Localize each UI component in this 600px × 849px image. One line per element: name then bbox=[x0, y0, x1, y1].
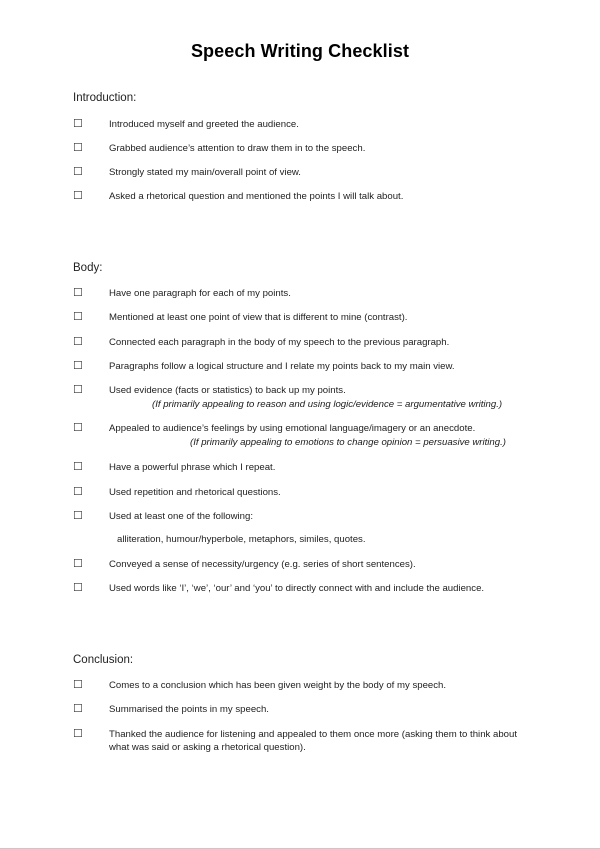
checkbox-icon[interactable]: ☐ bbox=[73, 336, 83, 348]
item-label: Conveyed a sense of necessity/urgency (e.g. series of short sentences). bbox=[109, 559, 416, 570]
item-label: Appealed to audience’s feelings by using emotional language/imagery or an anecdote. bbox=[109, 423, 476, 434]
checkbox-icon[interactable]: ☐ bbox=[73, 728, 83, 740]
checkbox-icon[interactable]: ☐ bbox=[73, 679, 83, 691]
evidence-note: (If primarily appealing to reason and using logic/evidence = argumentative writing.) bbox=[152, 399, 503, 410]
introduction-heading: Introduction: bbox=[73, 92, 137, 104]
checkbox-icon[interactable]: ☐ bbox=[73, 461, 83, 473]
item-label: Grabbed audience’s attention to draw them in to the speech. bbox=[109, 143, 366, 154]
item-label: Have a powerful phrase which I repeat. bbox=[109, 462, 276, 473]
checkbox-icon[interactable]: ☐ bbox=[73, 311, 83, 323]
item-label: Used at least one of the following: bbox=[109, 511, 253, 522]
device-list: alliteration, humour/hyperbole, metaphors, similes, quotes. bbox=[117, 534, 366, 545]
item-label: Used repetition and rhetorical questions. bbox=[109, 487, 281, 498]
page-title: Speech Writing Checklist bbox=[190, 41, 410, 61]
checkbox-icon[interactable]: ☐ bbox=[73, 142, 83, 154]
checkbox-icon[interactable]: ☐ bbox=[73, 582, 83, 594]
body-heading: Body: bbox=[73, 262, 103, 274]
checkbox-icon[interactable]: ☐ bbox=[73, 166, 83, 178]
item-label: Strongly stated my main/overall point of view. bbox=[109, 167, 301, 178]
checkbox-icon[interactable]: ☐ bbox=[73, 422, 83, 434]
checkbox-icon[interactable]: ☐ bbox=[73, 703, 83, 715]
checkbox-icon[interactable]: ☐ bbox=[73, 558, 83, 570]
checkbox-icon[interactable]: ☐ bbox=[73, 384, 83, 396]
item-label: Have one paragraph for each of my points. bbox=[109, 288, 291, 299]
checkbox-icon[interactable]: ☐ bbox=[73, 118, 83, 130]
item-label: Paragraphs follow a logical structure and I relate my points back to my main view. bbox=[109, 361, 455, 372]
conclusion-heading: Conclusion: bbox=[73, 654, 134, 666]
item-label: Mentioned at least one point of view that is different to mine (contrast). bbox=[109, 312, 408, 323]
checkbox-icon[interactable]: ☐ bbox=[73, 360, 83, 372]
item-label: Introduced myself and greeted the audience. bbox=[109, 119, 299, 130]
item-label: Summarised the points in my speech. bbox=[109, 704, 269, 715]
checkbox-icon[interactable]: ☐ bbox=[73, 190, 83, 202]
item-label: Thanked the audience for listening and appealed to them once more (asking them to think about what was said or asking a rhetorical question). bbox=[109, 729, 517, 753]
checkbox-icon[interactable]: ☐ bbox=[73, 287, 83, 299]
item-label: Used evidence (facts or statistics) to back up my points. bbox=[109, 385, 346, 396]
item-label: Asked a rhetorical question and mentioned the points I will talk about. bbox=[109, 191, 404, 202]
item-label: Connected each paragraph in the body of my speech to the previous paragraph. bbox=[109, 337, 450, 348]
feelings-note: (If primarily appealing to emotions to change opinion = persuasive writing.) bbox=[190, 437, 506, 448]
item-label: Used words like ‘I’, ‘we’, ‘our’ and ‘you’ to directly connect with and include the audience. bbox=[109, 583, 485, 594]
checkbox-icon[interactable]: ☐ bbox=[73, 486, 83, 498]
item-label: Comes to a conclusion which has been given weight by the body of my speech. bbox=[109, 680, 447, 691]
checkbox-icon[interactable]: ☐ bbox=[73, 510, 83, 522]
